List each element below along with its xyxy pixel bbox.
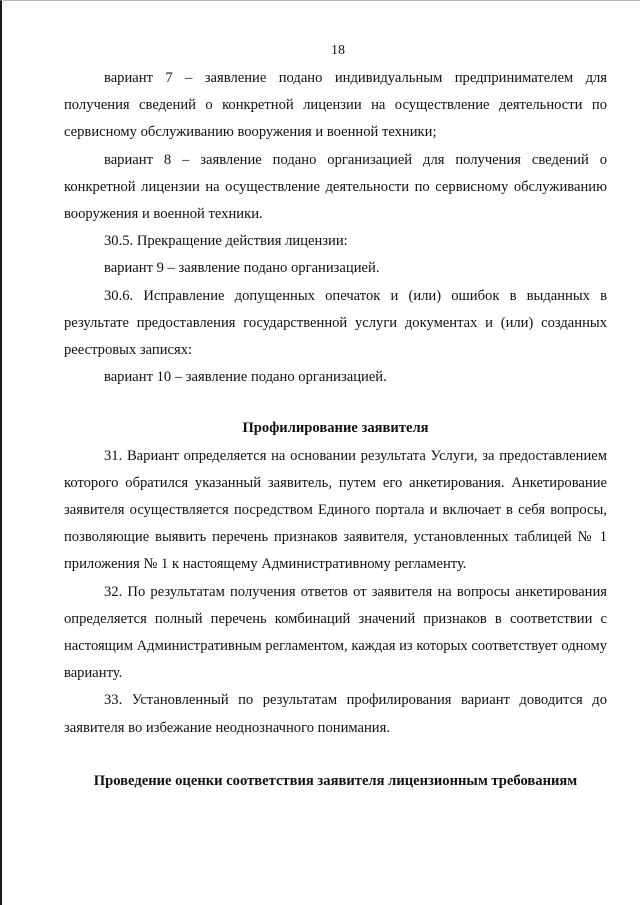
paragraph-31: 31. Вариант определяется на основании результата Услуги, за предоставлением которого обратился указанный заявитель, путем его анкетирования. Анкетирование заявителя осуществляется посредством Единого портала и включает в себя вопросы, позволяющие выявить перечень признаков заявителя, установленных таблицей № 1 приложения № 1 к настоящему Административному регламенту. bbox=[64, 447, 607, 573]
paragraph-variant-7: вариант 7 – заявление подано индивидуальным предпринимателем для получения сведений о конкретной лицензии на осуществление деятельности по сервисному обслуживанию вооружения и военной техники; bbox=[64, 70, 607, 141]
paragraph-variant-8: вариант 8 – заявление подано организацией для получения сведений о конкретной лицензии на осуществление деятельности по сервисному обслуживанию вооружения и военной техники. bbox=[64, 151, 607, 223]
section-heading-profiling: Профилирование заявителя bbox=[242, 420, 429, 437]
document-body bbox=[64, 65, 607, 795]
section-heading-assessment: Проведение оценки соответствия заявителя лицензионным требованиям bbox=[93, 772, 578, 789]
paragraph-33: 33. Установленный по результатам профилирования вариант доводится до заявителя во избежание неоднозначного понимания. bbox=[64, 692, 607, 736]
paragraph-variant-9: вариант 9 – заявление подано организацией. bbox=[104, 260, 380, 277]
paragraph-32: 32. По результатам получения ответов от заявителя на вопросы анкетирования определяется полный перечень комбинаций значений признаков в соответствии с настоящим Административным регламентом, каждая из которых соответствует одному варианту. bbox=[64, 583, 607, 682]
paragraph-30-5: 30.5. Прекращение действия лицензии: bbox=[104, 233, 348, 250]
page-number: 18 bbox=[331, 43, 345, 58]
paragraph-30-6: 30.6. Исправление допущенных опечаток и (или) ошибок в выданных в результате предоставления государственной услуги документах и (или) созданных реестровых записях: bbox=[64, 287, 607, 359]
paragraph-variant-10: вариант 10 – заявление подано организацией. bbox=[104, 369, 387, 386]
